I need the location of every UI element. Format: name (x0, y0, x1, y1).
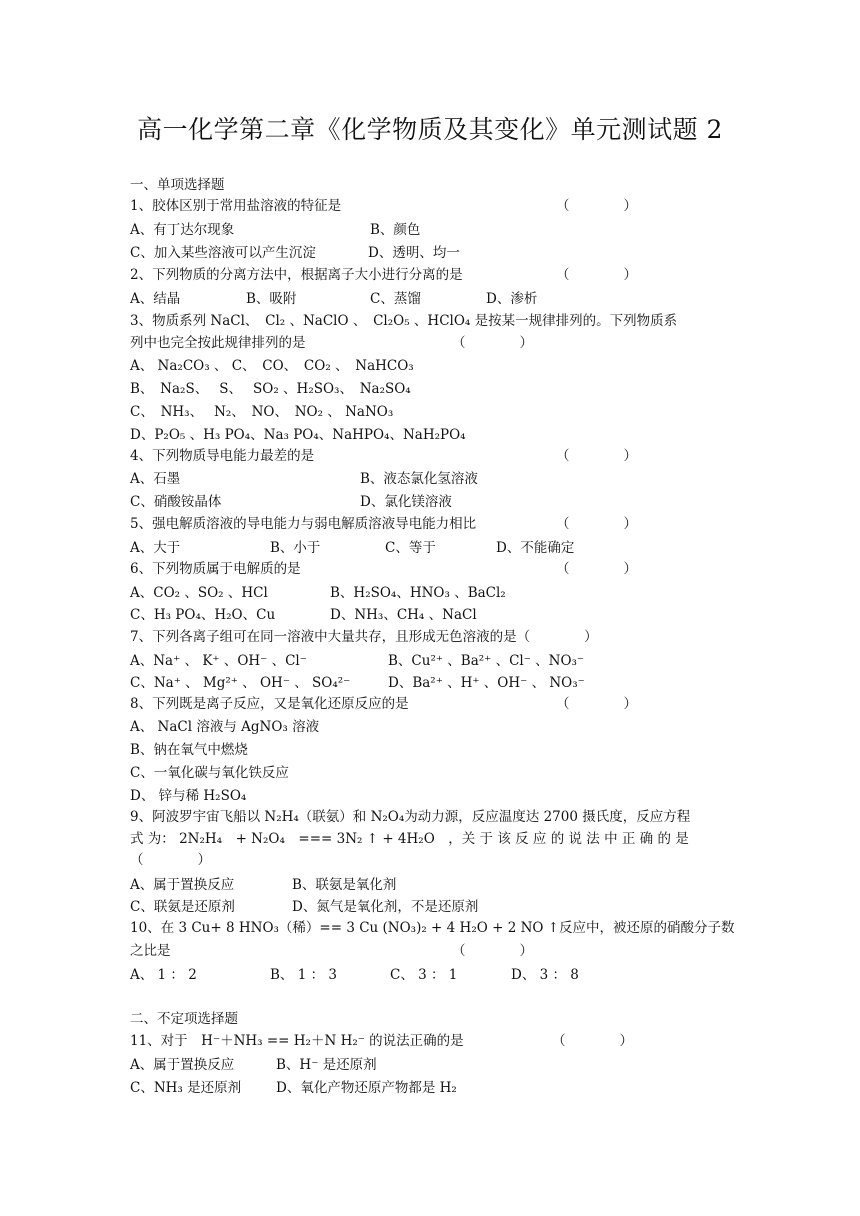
option: D、 3 ： 8 (511, 967, 579, 983)
answer-blank: （ ） (556, 267, 637, 283)
option: C、联氨是还原剂 (130, 899, 235, 915)
answer-blank: （ ） (556, 516, 637, 532)
option: B、 Na₂S、 S、 SO₂ 、H₂SO₃、 Na₂SO₄ (130, 381, 411, 397)
option: B、 1 ： 3 (270, 967, 337, 983)
option: D、 锌与稀 H₂SO₄ (130, 788, 247, 804)
option: A、 1 ： 2 (130, 967, 197, 983)
option: C、 NH₃、 N₂、 NO、 NO₂ 、 NaNO₃ (130, 404, 394, 420)
option: A、大于 (130, 540, 181, 556)
option: C、Na⁺ 、 Mg²⁺ 、 OH⁻ 、 SO₄²⁻ (130, 675, 351, 691)
option: A、石墨 (130, 471, 181, 487)
option: C、一氧化碳与氧化铁反应 (130, 765, 289, 781)
option: A、CO₂ 、SO₂ 、HCl (130, 585, 268, 601)
option: D、渗析 (486, 291, 538, 307)
option: B、联氨是氧化剂 (292, 877, 397, 893)
answer-blank: （ ） (556, 448, 637, 464)
option: A、 Na₂CO₃ 、 C、 CO、 CO₂ 、 NaHCO₃ (130, 358, 414, 374)
option: B、钠在氧气中燃烧 (130, 742, 248, 758)
option: A、有丁达尔现象 (130, 222, 235, 238)
option: B、颜色 (370, 222, 421, 238)
answer-blank: （ ） (130, 852, 211, 868)
question-11: 11、对于 H⁻＋NH₃ == H₂＋N H₂⁻ 的说法正确的是 (130, 1033, 464, 1049)
question-3-cont: 列中也完全按此规律排列的是 (130, 335, 306, 351)
option: C、硝酸铵晶体 (130, 494, 222, 510)
option: B、Cu²⁺ 、Ba²⁺ 、Cl⁻ 、NO₃⁻ (388, 653, 585, 669)
option: C、NH₃ 是还原剂 (130, 1080, 242, 1096)
option: C、 3 ： 1 (390, 967, 458, 983)
option: B、液态氯化氢溶液 (360, 471, 478, 487)
option: D、P₂O₅ 、H₃ PO₄、Na₃ PO₄、NaHPO₄、NaH₂PO₄ (130, 427, 466, 443)
question-2: 2、下列物质的分离方法中，根据离子大小进行分离的是 (130, 267, 463, 283)
option: A、Na⁺ 、 K⁺ 、OH⁻ 、Cl⁻ (130, 653, 307, 669)
question-10: 10、在 3 Cu+ 8 HNO₃（稀）== 3 Cu (NO₃)₂ + 4 H₂O + 2 NO ↑反应中，被还原的硝酸分子数 (130, 920, 735, 936)
answer-blank: （ ） (452, 943, 533, 959)
section-heading: 二、不定项选择题 (130, 1011, 238, 1027)
page-title: 高一化学第二章《化学物质及其变化》单元测试题 2 (137, 115, 723, 144)
option: D、透明、均一 (368, 245, 460, 261)
option: D、氧化产物还原产物都是 H₂ (276, 1080, 457, 1096)
option: C、H₃ PO₄、H₂O、Cu (130, 607, 276, 623)
question-9: 9、阿波罗宇宙飞船以 N₂H₄（联氨）和 N₂O₄为动力源，反应温度达 2700 摄氏度，反应方程 (130, 809, 691, 825)
option: D、氯化镁溶液 (360, 494, 452, 510)
question-6: 6、下列物质属于电解质的是 (130, 561, 301, 577)
option: C、等于 (385, 540, 436, 556)
option: B、H₂SO₄、HNO₃ 、BaCl₂ (330, 585, 506, 601)
question-8: 8、下列既是离子反应，又是氧化还原反应的是 (130, 696, 409, 712)
option: B、吸附 (246, 291, 297, 307)
option: C、加入某些溶液可以产生沉淀 (130, 245, 316, 261)
option: A、属于置换反应 (130, 1057, 235, 1073)
question-4: 4、下列物质导电能力最差的是 (130, 448, 315, 464)
option: D、氮气是氧化剂，不是还原剂 (292, 899, 479, 915)
option: D、不能确定 (496, 540, 575, 556)
answer-blank: （ ） (556, 561, 637, 577)
option: A、属于置换反应 (130, 877, 235, 893)
question-7: 7、下列各离子组可在同一溶液中大量共存，且形成无色溶液的是（ ） (130, 629, 598, 645)
option: A、 NaCl 溶液与 AgNO₃ 溶液 (130, 719, 320, 735)
option: D、NH₃、CH₄ 、NaCl (330, 607, 477, 623)
option: C、蒸馏 (370, 291, 421, 307)
question-10-cont: 之比是 (130, 943, 171, 959)
option: B、小于 (270, 540, 321, 556)
answer-blank: （ ） (452, 335, 533, 351)
option: D、Ba²⁺ 、H⁺ 、OH⁻ 、 NO₃⁻ (388, 675, 585, 691)
answer-blank: （ ） (556, 696, 637, 712)
answer-blank: （ ） (552, 1033, 633, 1049)
option: A、结晶 (130, 291, 181, 307)
question-3: 3、物质系列 NaCl、 Cl₂ 、NaClO 、 Cl₂O₅ 、HClO₄ 是按某一规律排列的。下列物质系 (130, 313, 678, 329)
question-1: 1、胶体区别于常用盐溶液的特征是 (130, 198, 342, 214)
question-5: 5、强电解质溶液的导电能力与弱电解质溶液导电能力相比 (130, 516, 477, 532)
question-9-cont: 式 为： 2N₂H₄ + N₂O₄ === 3N₂ ↑ + 4H₂O ，关 于 该 反 应 的 说 法 中 正 确 的 是 (130, 831, 689, 847)
section-heading: 一、单项选择题 (130, 177, 225, 193)
answer-blank: （ ） (556, 198, 637, 214)
option: B、H⁻ 是还原剂 (276, 1057, 377, 1073)
